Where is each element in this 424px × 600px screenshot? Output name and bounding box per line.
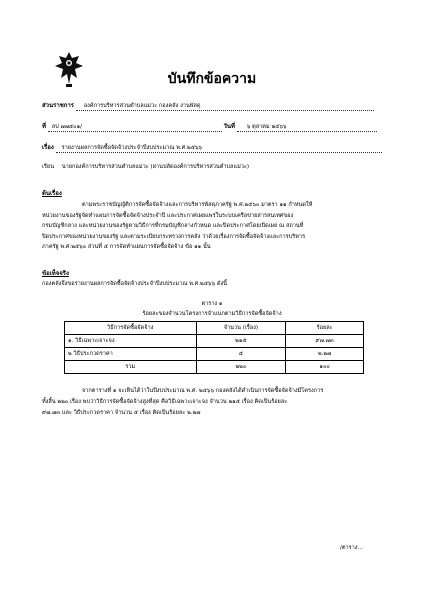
subject-label: เรื่อง (42, 144, 54, 151)
table-cell: ๒ วิธีประกวดราคา (65, 348, 197, 361)
table-number: ตาราง ๑ (201, 301, 223, 307)
table-cell: รวม (65, 361, 197, 374)
reference-label: ที่ (42, 123, 46, 130)
background-heading: ต้นเรื่อง (42, 190, 62, 197)
facts-paragraph: กองคลังจึงขอรายงานผลการจัดซื้อจัดจ้างประจำปีงบประมาณ พ.ศ.๒๕๖๖ ดังนี้ (42, 281, 228, 287)
subject-row (42, 142, 394, 153)
table-caption: ร้อยละของจำนวนโครงการจำแนกตามวิธีการจัดซื้อจัดจ้าง (142, 311, 282, 317)
conclusion-line: จากตารางที่ ๑ จะเห็นได้ว่าในปีงบประมาณ พ.ศ. ๒๕๖๖ กองคลังได้ดำเนินการจัดซื้อจัดจ้างมีโครงการ (82, 388, 324, 394)
department-row (42, 100, 394, 111)
column-header: จำนวน (เรื่อง) (196, 322, 286, 335)
continuation-marker: /ตาราง... (340, 545, 363, 551)
background-line: ปิดประกาศของหน่วยงานของรัฐ และตามระเบียบกระทรวงการคลัง ว่าด้วยเรื่องการจัดซื้อจัดจ้างและการบริหาร (42, 233, 306, 240)
table-cell: ๒๒๐ (196, 361, 286, 374)
memo-title: บันทึกข้อความ (167, 71, 257, 87)
facts-heading: ข้อเท็จจริง (42, 270, 69, 277)
table-cell: ๒๑๕ (196, 335, 286, 348)
background-line: กรมบัญชีกลาง และหน่วยงานของรัฐตามวิธีการที่กรมบัญชีกลางกำหนด และปิดประกาศโดยเปิดเผย ณ สถานที่ (42, 223, 304, 229)
recipient-row (42, 163, 394, 171)
table-cell: ๕ (196, 348, 286, 361)
table-row (65, 335, 364, 348)
table-total-row (65, 361, 364, 374)
conclusion-paragraph (42, 386, 394, 419)
reference-row (42, 121, 394, 132)
background-paragraph (42, 200, 394, 253)
table-row (65, 348, 364, 361)
recipient-value: นายกองค์การบริหารส่วนตำบลแม่วะ (ผ่านปลัดองค์การบริหารส่วนตำบลแม่วะ) (61, 164, 250, 170)
procurement-table (64, 321, 364, 374)
background-line: หน่วยงานของรัฐจัดทำแผนการจัดซื้อจัดจ้างประจำปี และประกาศเผยแพร่ในระบบเครือข่ายสารสนเทศของ (42, 212, 294, 219)
column-header: ร้อยละ (286, 322, 364, 335)
department-label: ส่วนราชการ (42, 102, 75, 109)
date-value: ๖ ตุลาคม ๒๕๖๖ (237, 123, 377, 132)
table-header-row (65, 322, 364, 335)
department-value: องค์การบริหารส่วนตำบลแม่วะ กองคลัง งานพัสดุ (76, 102, 374, 111)
table-cell: ๑. วิธีเฉพาะเจาะจง (65, 335, 197, 348)
background-line: ตามพระราชบัญญัติการจัดซื้อจัดจ้างและการบริหารพัสดุภาครัฐ พ.ศ.๒๕๖๐ มาตรา ๑๑ กำหนดให้ (82, 202, 313, 208)
background-line: ภาครัฐ พ.ศ.๒๕๖๐ ส่วนที่ ๕ การจัดทำแผนการจัดซื้อจัดจ้าง ข้อ ๑๑ นั้น (42, 244, 211, 250)
subject-value: รายงานผลการจัดซื้อจัดจ้างประจำปีงบประมาณ พ.ศ.๒๕๖๖ (56, 144, 382, 153)
conclusion-line: ๙๗.๗๓ และ วิธีประกวดราคา จำนวน ๕ เรื่อง คิดเป็นร้อยละ ๒.๒๗ (42, 410, 201, 416)
table-cell: ๑๐๐ (286, 361, 364, 374)
table-cell: ๒.๒๗ (286, 348, 364, 361)
conclusion-line: ทั้งสิ้น ๒๒๐ เรื่อง พบว่าวิธีการจัดซื้อจัดจ้างสูงที่สุด คือวิธีเฉพาะเจาะจง จำนวน ๒๑๕ เรื่อง คิดเป็นร้อยละ (42, 399, 288, 405)
date-label: วันที่ (223, 123, 235, 130)
reference-value: ลป ๗๗๕๐๑/ (48, 123, 222, 132)
recipient-label: เรียน (42, 164, 55, 170)
table-cell: ๙๗.๗๓ (286, 335, 364, 348)
column-header: วิธีการจัดซื้อจัดจ้าง (65, 322, 197, 335)
